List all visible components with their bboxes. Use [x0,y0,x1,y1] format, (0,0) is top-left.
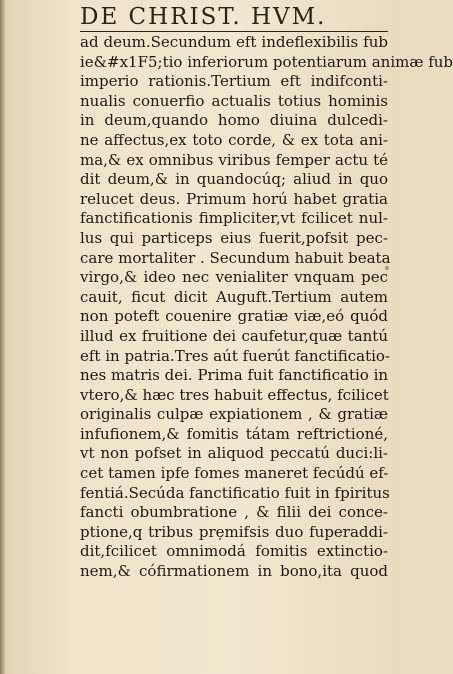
text-line: infufionem,& fomitis tátam reftrictioné, [80,424,388,443]
running-head: DE CHRIST. HVM. [80,4,327,30]
text-line: vt non pofset in aliquod peccatú duci:li- [80,444,388,463]
text-line: cauit, ficut dicit Auguft.Tertium autem [80,287,388,306]
text-line: fancti obumbratione , & filii dei conce- [80,503,388,522]
text-line: dit,fcilicet omnimodá fomitis extinctio- [80,542,388,561]
text-line: care mortaliter . Secundum habuit beata [80,248,391,267]
text-line: ie&#x1F5;tio inferiorum potentiarum animæ fub [80,52,453,71]
body-text [80,33,453,582]
text-line: ne affectus,ex toto corde, & ex tota ani- [80,130,388,149]
text-line: relucet deus. Primum horú habet gratia [80,189,388,208]
text-line: dit deum,& in quandocúq; aliud in quo [80,170,388,189]
text-line: nualis conuerfio actualis totius hominis [80,91,388,110]
text-line: fentiá.Secúda fanctificatio fuit in fpiritus [80,483,390,502]
text-line: lus qui particeps eius fuerit,pofsit pec- [80,228,388,247]
text-line: imperio rationis.Tertium eft indifconti- [80,72,388,91]
text-line: nem,& cófirmationem in bono,ita quod [80,562,388,581]
text-line: eft in patria.Tres aút fuerút fanctificatio- [80,346,390,365]
text-line: vtero,& hæc tres habuit effectus, fcilicet [80,385,389,404]
page-gutter-shadow [0,0,6,674]
text-line: originalis culpæ expiationem , & gratiæ [80,405,388,424]
text-line: ad deum.Secundum eft indeflexibilis fub [80,33,388,51]
text-line: non poteft couenire gratiæ viæ,eó quód [80,307,388,326]
text-line: ptione,q tribus prẹmifsis duo fuperaddi- [80,522,388,541]
text-line: virgo,& ideo nec venialiter vnquam pec [80,268,388,287]
header-rule [80,31,388,32]
text-line: nes matris dei. Prima fuit fanctificatio in [80,366,389,385]
text-line: fanctificationis fimpliciter,vt fcilicet nul- [80,209,388,228]
text-line: in deum,quando homo diuina dulcedi- [80,111,388,130]
text-line: cet tamen ipfe fomes maneret fecúdú ef- [80,464,389,483]
text-line: illud ex fruitione dei caufetur,quæ tantú [80,326,388,345]
text-line: ma,& ex omnibus viribus femper actu té [80,150,388,169]
